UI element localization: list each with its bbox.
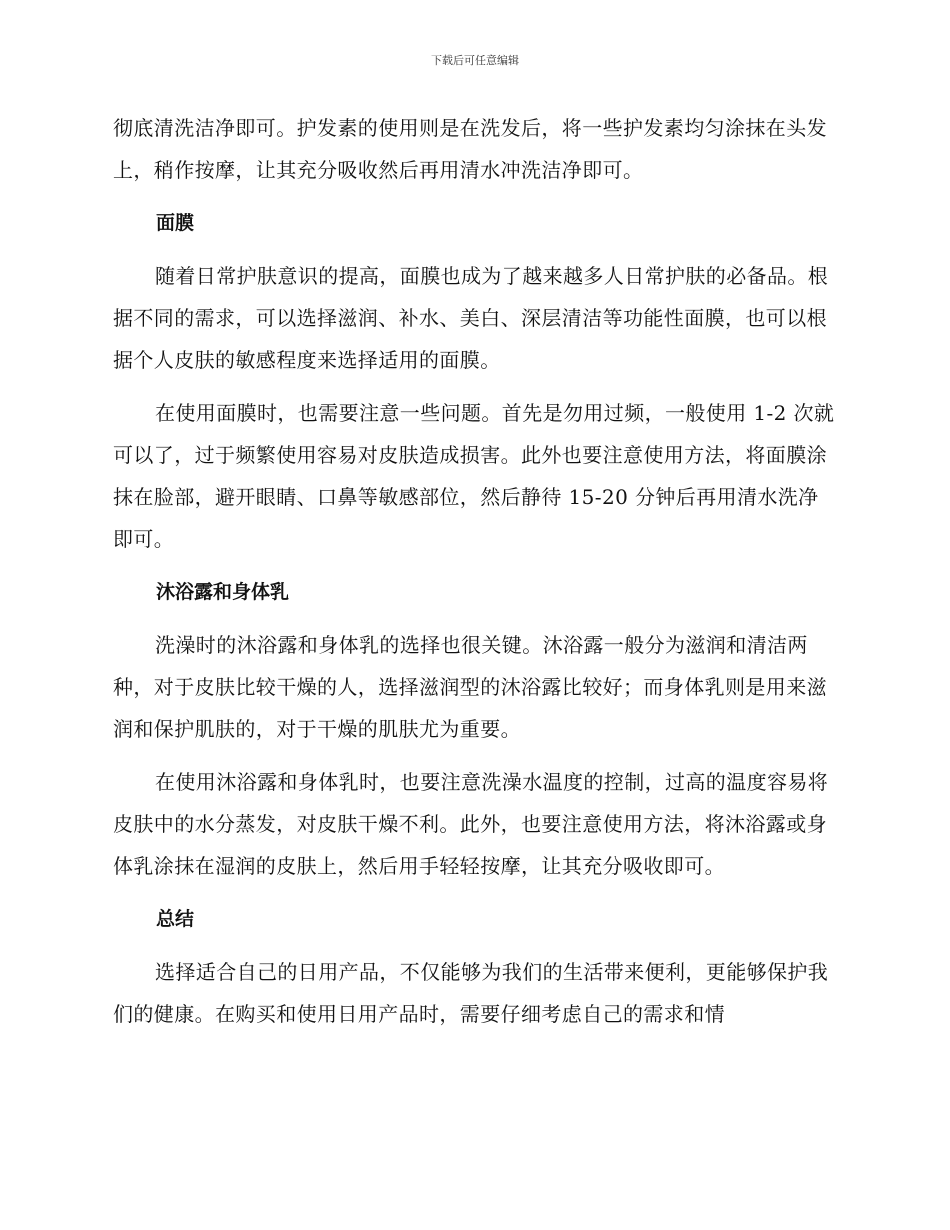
spacer [113,887,835,898]
section-heading-mask: 面膜 [156,212,195,234]
mask-paragraph-2: 在使用面膜时，也需要注意一些问题。首先是勿用过频，一般使用 1-2 次就可以了，过于频繁使用容易对皮肤造成损害。此外也要注意使用方法，将面膜涂抹在脸部，避开眼睛、口鼻等敏感部位，然后静待 15-20 分钟后再用清水洗净即可。 [113,401,835,551]
spacer [113,381,835,392]
bodywash-paragraph-2: 在使用沐浴露和身体乳时，也要注意洗澡水温度的控制，过高的温度容易将皮肤中的水分蒸发，对皮肤干燥不利。此外，也要注意使用方法，将沐浴露或身体乳涂抹在湿润的皮肤上，然后用手轻轻按摩，让其充分吸收即可。 [113,770,829,878]
spacer [113,244,835,255]
spacer [113,750,835,761]
document-body [113,107,835,1035]
spacer [113,613,835,624]
spacer [113,940,835,951]
section-heading-bodywash: 沐浴露和身体乳 [156,581,290,603]
section-heading-summary: 总结 [156,908,195,930]
bodywash-paragraph-1: 洗澡时的沐浴露和身体乳的选择也很关键。沐浴露一般分为滋润和清洁两种，对于皮肤比较干燥的人，选择滋润型的沐浴露比较好；而身体乳则是用来滋润和保护肌肤的，对于干燥的肌肤尤为重要。 [113,633,827,741]
spacer [113,191,835,202]
page-header-note: 下载后可任意编辑 [431,54,519,67]
spacer [113,560,835,571]
intro-paragraph: 彻底清洗洁净即可。护发素的使用则是在洗发后，将一些护发素均匀涂抹在头发上，稍作按摩，让其充分吸收然后再用清水冲洗洁净即可。 [113,116,827,182]
summary-paragraph-1: 选择适合自己的日用产品，不仅能够为我们的生活带来便利，更能够保护我们的健康。在购买和使用日用产品时，需要仔细考虑自己的需求和情 [113,960,829,1026]
mask-paragraph-1: 随着日常护肤意识的提高，面膜也成为了越来越多人日常护肤的必备品。根据不同的需求，可以选择滋润、补水、美白、深层清洁等功能性面膜，也可以根据个人皮肤的敏感程度来选择适用的面膜。 [113,264,829,372]
